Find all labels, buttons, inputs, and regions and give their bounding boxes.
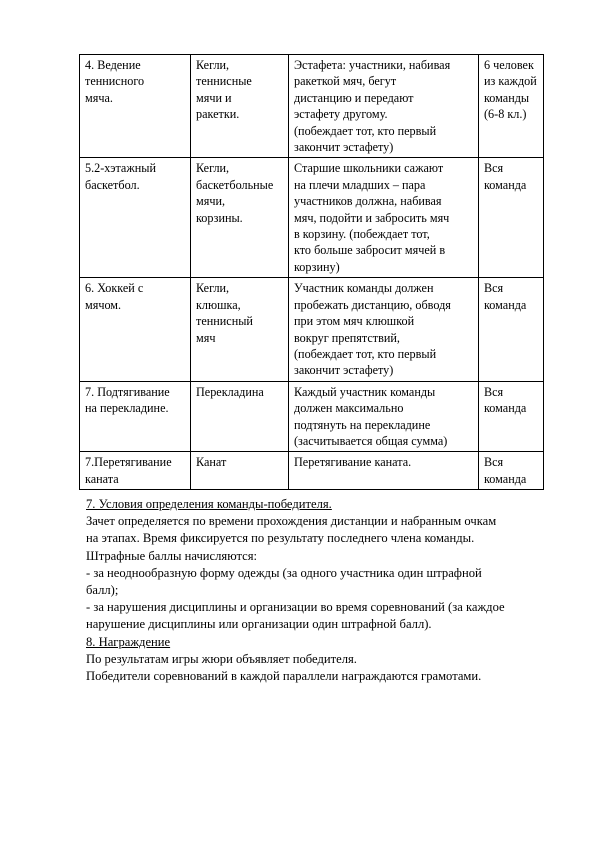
event-name-cell (80, 381, 191, 452)
cell-text: закончит эстафету) (294, 363, 394, 378)
participants-cell (479, 55, 544, 158)
cell-text: команда (484, 177, 527, 192)
cell-text: мяч, подойти и забросить мяч (294, 210, 450, 225)
paragraph-line: - за нарушения дисциплины и организации во время соревнований (за каждое (86, 600, 505, 615)
cell-text: теннисные (196, 74, 252, 89)
cell-text: (6-8 кл.) (484, 107, 527, 122)
cell-text: команда (484, 401, 527, 416)
cell-text: 5.2-хэтажный (85, 161, 156, 176)
cell-text: Вся (484, 281, 504, 296)
cell-text: Перекладина (196, 384, 264, 399)
cell-text: мячи и (196, 90, 232, 105)
section-heading-awards: 8. Награждение (86, 634, 171, 649)
cell-text: баскетбольные (196, 177, 274, 192)
event-name-cell (80, 278, 191, 381)
table-row (80, 278, 544, 381)
cell-text: 7. Подтягивание (85, 384, 170, 399)
cell-text: корзины. (196, 210, 243, 225)
section-heading-winner-conditions: 7. Условия определения команды-победителя. (86, 497, 332, 511)
description-cell (289, 158, 479, 278)
event-name-cell (80, 55, 191, 158)
cell-text: участников должна, набивая (294, 194, 442, 209)
cell-text: из каждой (484, 74, 537, 89)
cell-text: дистанцию и передают (294, 90, 414, 105)
cell-text: Кегли, (196, 58, 230, 72)
paragraph-line: По результатам игры жюри объявляет победителя. (86, 651, 357, 666)
cell-text: 4. Ведение (85, 58, 141, 72)
participants-cell (479, 278, 544, 381)
cell-text: должен максимально (294, 401, 404, 416)
table-row (80, 452, 544, 490)
paragraph-line: Победители соревнований в каждой параллели награждаются грамотами. (86, 669, 482, 684)
cell-text: каната (85, 471, 119, 486)
cell-text: Вся (484, 161, 504, 176)
cell-text: вокруг препятствий, (294, 330, 400, 345)
cell-text: команды (484, 90, 530, 105)
cell-text: Перетягивание каната. (294, 455, 412, 470)
event-name-cell (80, 452, 191, 490)
cell-text: кто больше забросит мячей в (294, 243, 446, 258)
description-cell (289, 55, 479, 158)
cell-text: теннисный (196, 314, 253, 329)
cell-text: ракетки. (196, 107, 240, 122)
cell-text: Кегли, (196, 281, 230, 296)
equipment-cell (191, 381, 289, 452)
cell-text: Старшие школьники сажают (294, 161, 444, 176)
cell-text: закончит эстафету) (294, 140, 394, 155)
cell-text: Каждый участник команды (294, 384, 436, 399)
participants-cell (479, 381, 544, 452)
cell-text: Эстафета: участники, набивая (294, 58, 451, 72)
cell-text: эстафету другому. (294, 107, 388, 122)
description-cell (289, 452, 479, 490)
cell-text: на плечи младших – пара (294, 177, 426, 192)
cell-text: 6. Хоккей с (85, 281, 144, 296)
participants-cell (479, 452, 544, 490)
cell-text: Вся (484, 455, 504, 470)
cell-text: Участник команды должен (294, 281, 434, 296)
paragraph-line: нарушение дисциплины или организации один штрафной балл). (86, 617, 432, 632)
cell-text: теннисного (85, 74, 145, 89)
table-row (80, 55, 544, 158)
cell-text: баскетбол. (85, 177, 140, 192)
paragraph-line: - за неоднообразную форму одежды (за одного участника один штрафной (86, 565, 482, 580)
rules-text-block (86, 496, 556, 685)
event-name-cell (80, 158, 191, 278)
paragraph-line: балл); (86, 583, 119, 598)
cell-text: Канат (196, 455, 227, 470)
paragraph-line: на этапах. Время фиксируется по результату последнего члена команды. (86, 531, 475, 546)
cell-text: клюшка, (196, 297, 241, 312)
cell-text: 7.Перетягивание (85, 455, 172, 470)
equipment-cell (191, 278, 289, 381)
cell-text: (побеждает тот, кто первый (294, 123, 437, 138)
events-table (79, 54, 544, 490)
equipment-cell (191, 55, 289, 158)
description-cell (289, 278, 479, 381)
table-row (80, 381, 544, 452)
events-table-body (80, 55, 544, 490)
equipment-cell (191, 158, 289, 278)
cell-text: команда (484, 471, 527, 486)
cell-text: при этом мяч клюшкой (294, 314, 415, 329)
cell-text: на перекладине. (85, 401, 169, 416)
cell-text: мячом. (85, 297, 122, 312)
cell-text: 6 человек (484, 58, 534, 72)
cell-text: в корзину. (побеждает тот, (294, 227, 430, 242)
table-row (80, 158, 544, 278)
cell-text: (побеждает тот, кто первый (294, 346, 437, 361)
cell-text: (засчитывается общая сумма) (294, 433, 448, 448)
paragraph-line: Штрафные баллы начисляются: (86, 548, 257, 563)
cell-text: пробежать дистанцию, обводя (294, 297, 451, 312)
cell-text: Вся (484, 384, 504, 399)
cell-text: мяч (196, 330, 216, 345)
cell-text: корзину) (294, 259, 340, 274)
cell-text: мяча. (85, 90, 113, 105)
cell-text: мячи, (196, 194, 226, 209)
cell-text: подтянуть на перекладине (294, 417, 431, 432)
cell-text: ракеткой мяч, бегут (294, 74, 397, 89)
cell-text: Кегли, (196, 161, 230, 176)
cell-text: команда (484, 297, 527, 312)
equipment-cell (191, 452, 289, 490)
description-cell (289, 381, 479, 452)
participants-cell (479, 158, 544, 278)
paragraph-line: Зачет определяется по времени прохождения дистанции и набранным очкам (86, 514, 497, 529)
